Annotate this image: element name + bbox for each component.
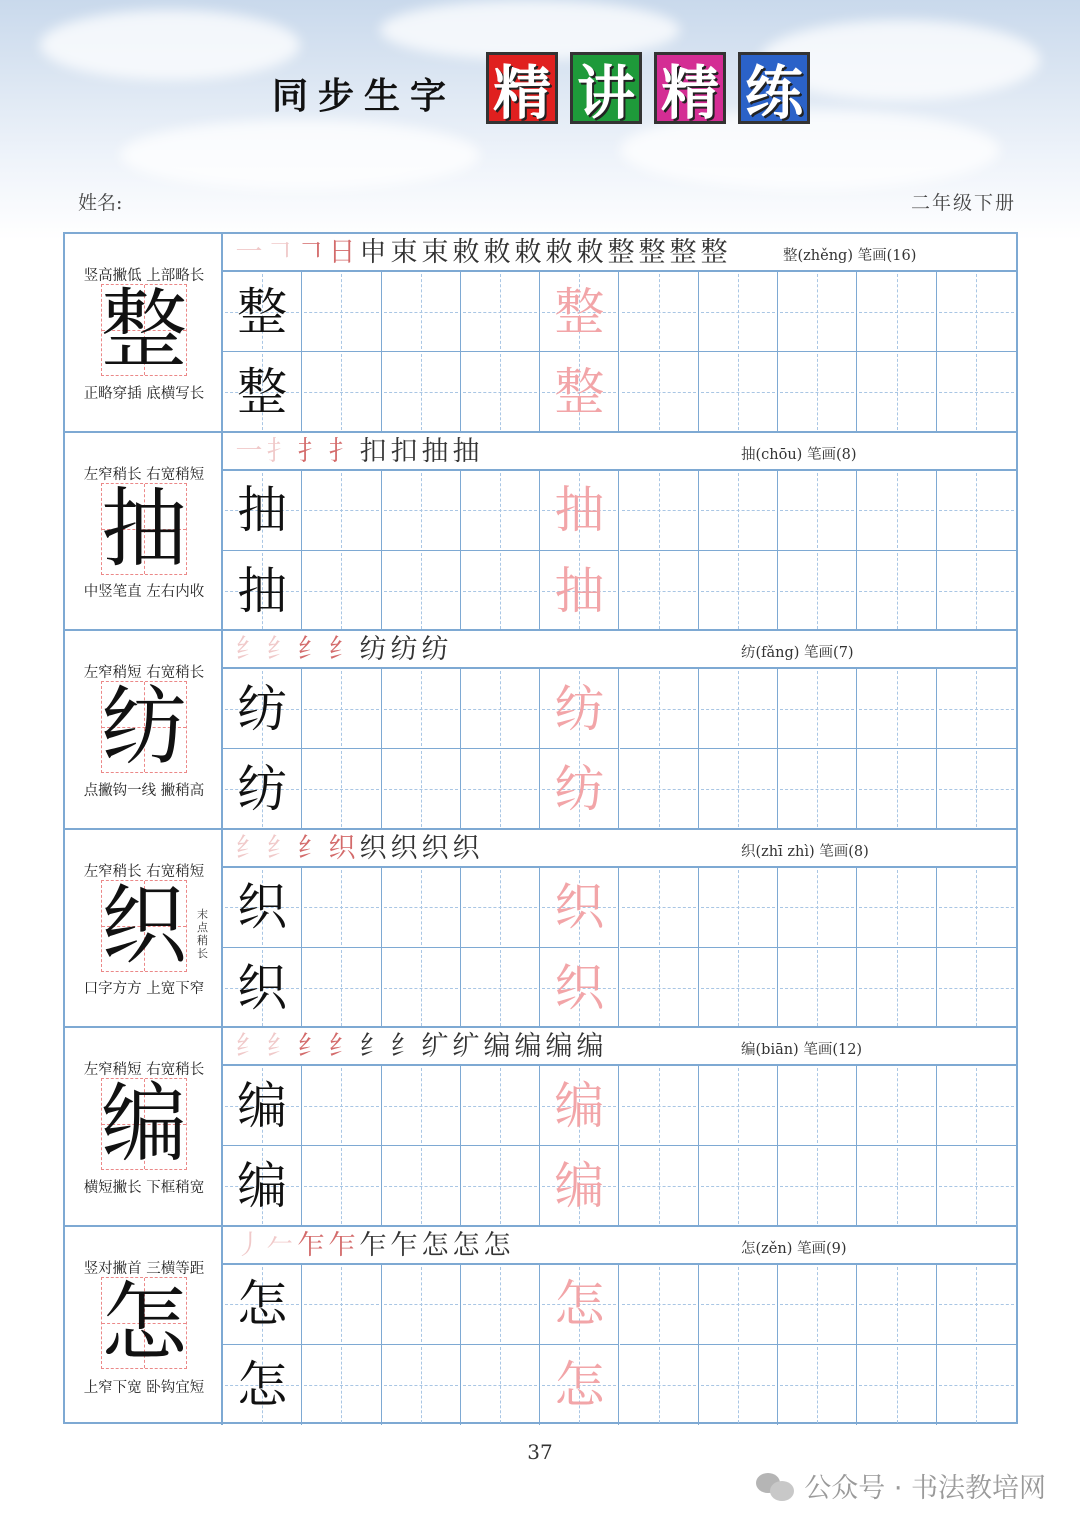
practice-cell[interactable] [857,471,936,551]
stroke-step: 整 [638,237,666,268]
practice-cell[interactable] [857,1345,936,1425]
stroke-order-row [223,830,1016,868]
trace-character: 整 [554,282,605,341]
practice-grid [223,471,1016,631]
title-badges [486,52,810,127]
stroke-step: 纟 [359,1031,387,1062]
practice-cell[interactable] [540,471,619,551]
practice-cell[interactable] [857,272,936,352]
stroke-step: 纟 [266,634,294,665]
practice-cell[interactable] [382,1345,461,1425]
model-character: 织 [101,875,187,976]
practice-cell[interactable] [857,1265,936,1345]
practice-cell[interactable] [461,1345,540,1425]
trace-character: 怎 [554,1275,605,1333]
practice-cell[interactable] [461,471,540,551]
stroke-step: 怎 [421,1229,449,1261]
practice-area [223,1028,1016,1225]
practice-area [223,1227,1016,1426]
practice-cell[interactable] [223,272,302,352]
stroke-step: 扌 [328,435,356,467]
stroke-step: 敕 [514,237,542,268]
watermark [756,1466,1046,1505]
practice-grid [223,868,1016,1028]
trace-character: 怎 [554,1355,605,1414]
practice-cell[interactable] [540,948,619,1028]
practice-cell[interactable] [937,749,1016,829]
practice-cell[interactable] [620,868,699,948]
stroke-step: 纟 [297,634,325,665]
practice-cell[interactable] [778,1066,857,1146]
character-info: 纺(fǎng) 笔画(7) [741,645,854,661]
trace-character: 纺 [554,760,605,818]
writing-tip-top: 左窄稍长 右宽稍短 [83,863,205,880]
model-character: 纺 [101,677,187,777]
stroke-step: 纟 [328,1031,356,1062]
page-header [0,50,1080,130]
sample-character: 织 [237,958,288,1017]
practice-cell[interactable] [699,471,778,551]
stroke-step: 纟 [297,832,325,864]
stroke-step: 𠂉 [266,1229,294,1261]
practice-cell[interactable] [382,1146,461,1226]
practice-cell[interactable] [937,868,1016,948]
stroke-step: 乍 [297,1229,325,1261]
stroke-step: 纺 [359,634,387,665]
stroke-step: 织 [390,832,418,864]
writing-tip-top: 竖对撇首 三横等距 [83,1260,205,1277]
character-info: 织(zhī zhì) 笔画(8) [741,843,869,860]
stroke-step: 乍 [390,1229,418,1261]
character-block [65,433,1016,632]
stroke-step: 纟 [390,1031,418,1062]
stroke-step: 编 [514,1031,542,1062]
practice-area [223,830,1016,1027]
practice-cell[interactable] [461,669,540,749]
model-character-box [101,280,187,380]
stroke-step: 纟 [297,1031,325,1062]
practice-cell[interactable] [302,669,381,749]
stroke-step: 扣 [390,435,418,467]
stroke-step: 扌 [266,435,294,467]
practice-sheet [63,232,1018,1424]
practice-cell[interactable] [699,352,778,432]
practice-cell[interactable] [540,868,619,948]
trace-character: 编 [554,1076,605,1135]
practice-cell[interactable] [223,551,302,631]
title-badge: 练 [738,52,810,124]
practice-cell[interactable] [699,868,778,948]
model-character-box [101,875,187,976]
practice-grid [223,272,1016,432]
stroke-step: 纩 [452,1031,480,1062]
stroke-step: 敕 [576,237,604,268]
practice-cell[interactable] [699,272,778,352]
stroke-step: 抽 [452,435,480,467]
stroke-step: 束 [421,237,449,268]
practice-cell[interactable] [540,1066,619,1146]
practice-cell[interactable] [778,669,857,749]
trace-character: 织 [554,958,605,1017]
sample-character: 怎 [237,1355,288,1414]
practice-cell[interactable] [620,272,699,352]
stroke-order-row [223,234,1016,272]
practice-cell[interactable] [382,1265,461,1345]
model-character-box [101,1074,187,1174]
practice-cell[interactable] [540,749,619,829]
trace-character: 抽 [554,561,605,620]
stroke-step: 日 [328,237,356,268]
stroke-step: 织 [452,832,480,864]
title-badge: 精 [486,52,558,124]
practice-cell[interactable] [540,1345,619,1425]
practice-cell[interactable] [857,749,936,829]
practice-cell[interactable] [461,1265,540,1345]
stroke-step: 𠃍 [297,237,325,268]
practice-cell[interactable] [857,948,936,1028]
title-badge: 精 [654,52,726,124]
character-guide [65,1227,223,1426]
sample-character: 织 [237,878,288,936]
practice-cell[interactable] [382,948,461,1028]
stroke-step: 整 [607,237,635,268]
writing-tip-bottom: 横短撇长 下框稍宽 [83,1179,205,1196]
practice-area [223,631,1016,828]
practice-cell[interactable] [461,868,540,948]
practice-cell[interactable] [382,471,461,551]
practice-cell[interactable] [223,352,302,432]
practice-cell[interactable] [620,669,699,749]
practice-cell[interactable] [778,948,857,1028]
practice-cell[interactable] [778,352,857,432]
practice-cell[interactable] [540,1265,619,1345]
practice-cell[interactable] [540,669,619,749]
sample-character: 抽 [237,481,288,539]
practice-cell[interactable] [857,1146,936,1226]
model-character: 整 [101,280,187,380]
writing-tip-top: 左窄稍短 右宽稍长 [83,665,205,681]
practice-cell[interactable] [302,749,381,829]
sample-character: 编 [237,1157,288,1215]
character-info: 抽(chōu) 笔画(8) [741,446,857,463]
practice-cell[interactable] [778,749,857,829]
practice-cell[interactable] [937,471,1016,551]
practice-cell[interactable] [620,1146,699,1226]
practice-cell[interactable] [223,1146,302,1226]
character-guide [65,234,223,431]
practice-cell[interactable] [937,1146,1016,1226]
sample-character: 怎 [237,1275,288,1333]
stroke-step: 织 [421,832,449,864]
practice-cell[interactable] [937,948,1016,1028]
practice-cell[interactable] [223,1066,302,1146]
stroke-step: 纺 [421,634,449,665]
character-block [65,631,1016,830]
character-info: 整(zhěng) 笔画(16) [783,248,917,264]
practice-cell[interactable] [778,272,857,352]
writing-tip-top: 竖高撇低 上部略长 [83,268,205,284]
practice-grid [223,669,1016,829]
page-number: 37 [527,1440,553,1464]
character-block [65,1227,1016,1426]
writing-tip-bottom: 正略穿插 底横写长 [83,385,205,402]
practice-cell[interactable] [937,669,1016,749]
stroke-step: 整 [700,237,728,268]
sample-character: 纺 [237,679,288,738]
stroke-step: 编 [545,1031,573,1062]
stroke-step: 织 [328,832,356,864]
practice-cell[interactable] [382,272,461,352]
sample-character: 抽 [237,561,288,620]
stroke-step: 申 [359,237,387,268]
writing-tip-bottom: 中竖笔直 左右内收 [83,584,205,600]
character-block [65,1028,1016,1227]
trace-character: 纺 [554,679,605,738]
practice-cell[interactable] [778,1345,857,1425]
practice-cell[interactable] [620,1265,699,1345]
character-block [65,830,1016,1029]
practice-cell[interactable] [382,352,461,432]
stroke-step: 乍 [359,1229,387,1261]
character-guide [65,433,223,630]
practice-cell[interactable] [302,352,381,432]
practice-cell[interactable] [461,1146,540,1226]
stroke-step: 纟 [266,832,294,864]
stroke-order-row [223,631,1016,669]
practice-cell[interactable] [302,1146,381,1226]
practice-cell[interactable] [302,948,381,1028]
stroke-order-row [223,1028,1016,1066]
practice-grid [223,1066,1016,1226]
practice-cell[interactable] [937,1066,1016,1146]
practice-cell[interactable] [223,749,302,829]
name-label: 姓名: [78,192,123,214]
stroke-step: 一 [235,237,263,268]
grade-label: 二年级下册 [910,192,1016,214]
stroke-step: 𠃍 [266,237,294,268]
model-character: 编 [101,1074,187,1174]
practice-cell[interactable] [620,1345,699,1425]
practice-cell[interactable] [699,669,778,749]
stroke-step: 纟 [266,1031,294,1062]
stroke-step: 纺 [390,634,418,665]
watermark-text: 公众号 · 书法教培网 [804,1473,1046,1504]
practice-cell[interactable] [461,352,540,432]
practice-cell[interactable] [620,551,699,631]
model-character: 抽 [101,478,187,579]
practice-cell[interactable] [620,1066,699,1146]
sample-character: 整 [237,282,288,341]
model-character-box [101,1272,187,1373]
title-badge: 讲 [570,52,642,124]
practice-area [223,234,1016,431]
practice-cell[interactable] [223,1345,302,1425]
practice-cell[interactable] [382,868,461,948]
side-note: 末点稍长 [197,907,208,960]
practice-cell[interactable] [778,1265,857,1345]
stroke-step: 敕 [452,237,480,268]
practice-cell[interactable] [857,1066,936,1146]
practice-cell[interactable] [699,948,778,1028]
practice-cell[interactable] [461,749,540,829]
sample-character: 整 [237,363,288,421]
sample-character: 编 [237,1076,288,1135]
stroke-step: 扣 [359,435,387,467]
practice-cell[interactable] [857,669,936,749]
practice-cell[interactable] [223,669,302,749]
practice-cell[interactable] [699,1265,778,1345]
wechat-icon [756,1471,796,1501]
practice-cell[interactable] [461,272,540,352]
practice-cell[interactable] [620,352,699,432]
character-info: 怎(zěn) 笔画(9) [741,1240,847,1257]
practice-cell[interactable] [540,352,619,432]
model-character: 怎 [101,1272,187,1373]
practice-cell[interactable] [699,1066,778,1146]
practice-cell[interactable] [699,1146,778,1226]
character-block [65,234,1016,433]
stroke-step: 整 [669,237,697,268]
stroke-step: 束 [390,237,418,268]
character-guide [65,1028,223,1225]
practice-cell[interactable] [699,551,778,631]
practice-cell[interactable] [302,471,381,551]
stroke-step: 编 [483,1031,511,1062]
practice-cell[interactable] [223,471,302,551]
writing-tip-top: 左窄稍短 右宽稍长 [83,1062,205,1078]
practice-cell[interactable] [302,551,381,631]
practice-cell[interactable] [778,551,857,631]
practice-cell[interactable] [937,551,1016,631]
stroke-step: 编 [576,1031,604,1062]
stroke-step: 乍 [328,1229,356,1261]
practice-cell[interactable] [223,868,302,948]
stroke-order-row [223,433,1016,471]
stroke-step: 怎 [452,1229,480,1261]
practice-cell[interactable] [540,1146,619,1226]
stroke-step: 纟 [235,1031,263,1062]
practice-cell[interactable] [937,1265,1016,1345]
stroke-step: 敕 [483,237,511,268]
stroke-step: 一 [235,435,263,467]
practice-cell[interactable] [937,272,1016,352]
model-character-box [101,677,187,777]
practice-cell[interactable] [382,749,461,829]
trace-character: 织 [554,878,605,936]
writing-tip-bottom: 口字方方 上宽下窄 [83,981,205,997]
practice-cell[interactable] [540,551,619,631]
character-guide [65,830,223,1027]
sample-character: 纺 [237,760,288,818]
practice-cell[interactable] [699,1345,778,1425]
practice-cell[interactable] [302,868,381,948]
practice-cell[interactable] [699,749,778,829]
practice-cell[interactable] [382,551,461,631]
practice-cell[interactable] [382,1066,461,1146]
practice-cell[interactable] [223,1265,302,1345]
model-character-box [101,478,187,579]
practice-cell[interactable] [302,272,381,352]
trace-character: 编 [554,1157,605,1215]
practice-cell[interactable] [857,352,936,432]
writing-tip-bottom: 上窄下宽 卧钩宜短 [83,1380,205,1396]
character-info: 编(biān) 笔画(12) [741,1042,863,1058]
writing-tip-bottom: 点撇钩一线 撇稍高 [83,782,205,799]
stroke-step: 纟 [328,634,356,665]
practice-cell[interactable] [620,948,699,1028]
practice-cell[interactable] [937,1345,1016,1425]
trace-character: 抽 [554,481,605,539]
stroke-step: 抽 [421,435,449,467]
practice-cell[interactable] [540,272,619,352]
stroke-step: 纟 [235,634,263,665]
practice-cell[interactable] [937,352,1016,432]
practice-cell[interactable] [302,1066,381,1146]
stroke-step: 丿 [235,1229,263,1261]
practice-cell[interactable] [778,1146,857,1226]
practice-area [223,433,1016,630]
cloud [120,120,480,190]
practice-cell[interactable] [382,669,461,749]
practice-cell[interactable] [857,551,936,631]
stroke-step: 敕 [545,237,573,268]
practice-cell[interactable] [461,1066,540,1146]
stroke-step: 纟 [235,832,263,864]
character-guide [65,631,223,828]
practice-cell[interactable] [461,551,540,631]
practice-cell[interactable] [461,948,540,1028]
stroke-order-row [223,1227,1016,1265]
writing-tip-top: 左窄稍长 右宽稍短 [83,466,205,483]
practice-cell[interactable] [778,471,857,551]
practice-cell[interactable] [302,1345,381,1425]
practice-cell[interactable] [302,1265,381,1345]
stroke-step: 扌 [297,435,325,467]
practice-cell[interactable] [223,948,302,1028]
series-title: 同步生字 [272,76,457,117]
stroke-step: 怎 [483,1229,511,1261]
trace-character: 整 [554,363,605,421]
practice-grid [223,1265,1016,1425]
practice-cell[interactable] [620,749,699,829]
practice-cell[interactable] [857,868,936,948]
practice-cell[interactable] [620,471,699,551]
stroke-step: 织 [359,832,387,864]
practice-cell[interactable] [778,868,857,948]
stroke-step: 纩 [421,1031,449,1062]
